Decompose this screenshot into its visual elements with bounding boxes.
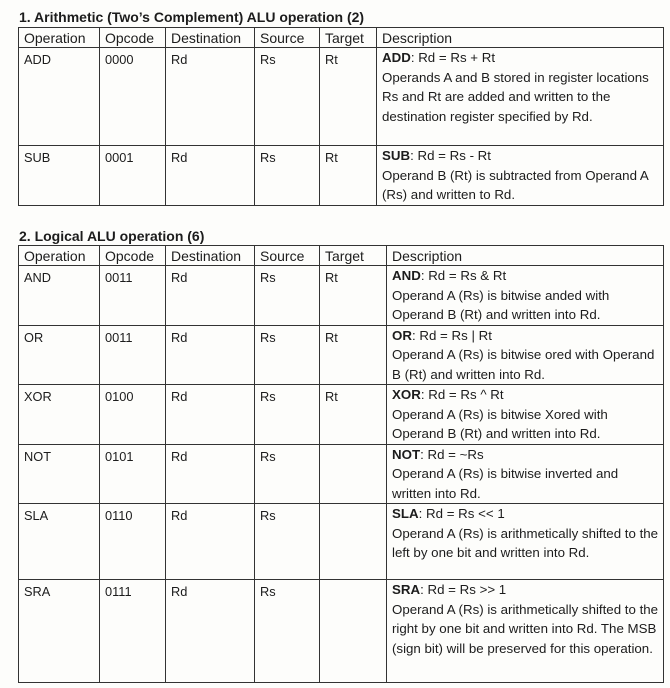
destination-cell: Rd (166, 385, 255, 445)
table-row (19, 444, 664, 504)
opcode-cell: 0001 (100, 146, 166, 206)
source-cell: Rs (255, 580, 320, 683)
section-1-title: 1. Arithmetic (Two’s Complement) ALU operation (2) (19, 9, 365, 25)
description-text: Operand A (Rs) is bitwise ored with Operand B (Rt) and written into Rd. (392, 347, 655, 382)
destination-cell: Rd (166, 48, 255, 146)
operation-cell: NOT (19, 444, 100, 504)
description-text: Operands A and B stored in register locations Rs and Rt are added and written to the destination register specified by Rd. (382, 69, 649, 124)
description-op: SLA (392, 506, 419, 521)
description-text: Operand B (Rt) is subtracted from Operand A (Rs) and written to Rd. (382, 167, 649, 202)
description-op: NOT (392, 446, 421, 462)
logical-table (18, 245, 664, 683)
opcode-cell: 0011 (100, 266, 166, 326)
section-2-title: 2. Logical ALU operation (6) (19, 228, 205, 244)
col-header-destination: Destination (166, 28, 255, 48)
table-row (19, 146, 664, 206)
table-row (19, 385, 664, 445)
target-cell (320, 504, 387, 580)
target-cell: Rt (320, 146, 377, 206)
col-header-description: Description (377, 28, 664, 48)
opcode-cell: 0000 (100, 48, 166, 146)
col-header-description: Description (387, 246, 664, 266)
header-row (19, 28, 664, 48)
header-row (19, 246, 664, 266)
target-cell (320, 444, 387, 504)
source-cell: Rs (255, 444, 320, 504)
destination-cell: Rd (166, 266, 255, 326)
opcode-cell: 0101 (100, 444, 166, 504)
target-cell: Rt (320, 385, 387, 445)
destination-cell: Rd (166, 580, 255, 683)
target-cell (320, 580, 387, 683)
destination-cell: Rd (166, 146, 255, 206)
description-op: ADD (382, 50, 411, 65)
table-row (19, 48, 664, 146)
col-header-target: Target (320, 28, 377, 48)
description-op: SUB (382, 148, 411, 163)
description-formula: OR: Rd = Rs | Rt (392, 327, 492, 343)
description-text: Operand A (Rs) is bitwise inverted and written into Rd. (392, 466, 619, 501)
arithmetic-table (18, 27, 664, 206)
table-row (19, 580, 664, 683)
description-formula: ADD: Rd = Rs + Rt (382, 50, 496, 65)
source-cell: Rs (255, 146, 320, 206)
col-header-operation: Operation (19, 246, 100, 266)
description-text: Operand A (Rs) is arithmetically shifted to the left by one bit and written into Rd. (392, 525, 659, 560)
description-cell (377, 146, 664, 206)
description-cell (387, 325, 664, 385)
table-row (19, 266, 664, 326)
description-cell (377, 48, 664, 146)
description-formula: SLA: Rd = Rs << 1 (392, 506, 505, 521)
col-header-target: Target (320, 246, 387, 266)
target-cell: Rt (320, 325, 387, 385)
description-op: OR (392, 327, 412, 343)
description-formula: AND: Rd = Rs & Rt (392, 268, 507, 283)
description-op: XOR (392, 387, 421, 402)
opcode-cell: 0100 (100, 385, 166, 445)
source-cell: Rs (255, 48, 320, 146)
operation-cell: OR (19, 325, 100, 385)
operation-cell: AND (19, 266, 100, 326)
operation-cell: SLA (19, 504, 100, 580)
source-cell: Rs (255, 325, 320, 385)
target-cell: Rt (320, 266, 387, 326)
source-cell: Rs (255, 385, 320, 445)
opcode-cell: 0110 (100, 504, 166, 580)
source-cell: Rs (255, 504, 320, 580)
description-cell (387, 580, 664, 683)
description-text: Operand A (Rs) is bitwise anded with Operand B (Rt) and written into Rd. (392, 287, 610, 322)
col-header-operation: Operation (19, 28, 100, 48)
opcode-cell: 0111 (100, 580, 166, 683)
operation-cell: ADD (19, 48, 100, 146)
col-header-source: Source (255, 28, 320, 48)
col-header-opcode: Opcode (100, 246, 166, 266)
source-cell: Rs (255, 266, 320, 326)
destination-cell: Rd (166, 325, 255, 385)
destination-cell: Rd (166, 444, 255, 504)
description-formula: XOR: Rd = Rs ^ Rt (392, 387, 504, 402)
operation-cell: XOR (19, 385, 100, 445)
description-formula: SRA: Rd = Rs >> 1 (392, 582, 507, 597)
description-cell (387, 444, 664, 504)
description-cell (387, 504, 664, 580)
description-text: Operand A (Rs) is bitwise Xored with Operand B (Rt) and written into Rd. (392, 406, 608, 441)
operation-cell: SUB (19, 146, 100, 206)
col-header-source: Source (255, 246, 320, 266)
description-text: Operand A (Rs) is arithmetically shifted to the right by one bit and written into Rd. The MSB (sign bit) will be preserved for this operation. (392, 601, 659, 656)
col-header-opcode: Opcode (100, 28, 166, 48)
description-formula: NOT: Rd = ~Rs (392, 446, 484, 462)
description-formula: SUB: Rd = Rs - Rt (382, 148, 491, 163)
col-header-destination: Destination (166, 246, 255, 266)
description-op: SRA (392, 582, 421, 597)
description-cell (387, 266, 664, 326)
table-row (19, 325, 664, 385)
destination-cell: Rd (166, 504, 255, 580)
operation-cell: SRA (19, 580, 100, 683)
table-row (19, 504, 664, 580)
target-cell: Rt (320, 48, 377, 146)
opcode-cell: 0011 (100, 325, 166, 385)
description-op: AND (392, 268, 421, 283)
description-cell (387, 385, 664, 445)
